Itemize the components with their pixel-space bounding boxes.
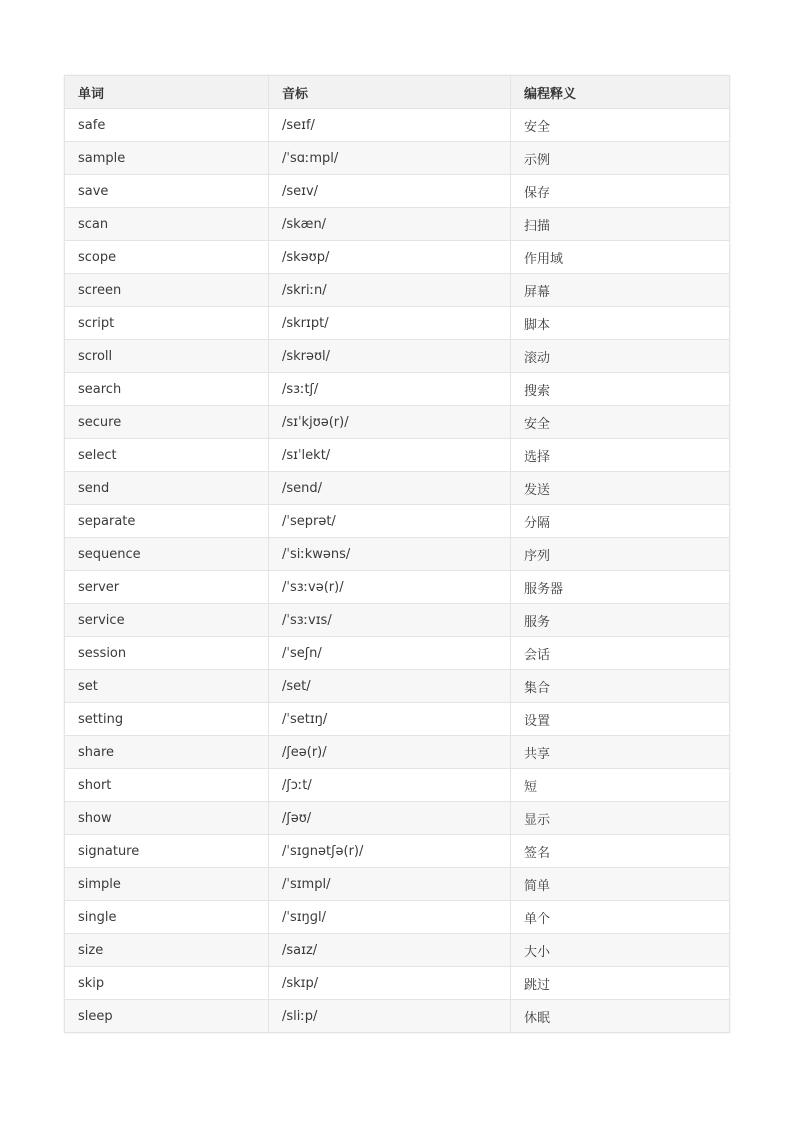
table-row: [65, 1000, 730, 1033]
table-row: [65, 538, 730, 571]
cell-meaning: 分隔: [511, 505, 730, 538]
cell-phonetic: /ˈsɑːmpl/: [269, 142, 511, 175]
table-row: [65, 736, 730, 769]
cell-word: separate: [65, 505, 269, 538]
cell-word: script: [65, 307, 269, 340]
cell-phonetic: /ˈsɪŋɡl/: [269, 901, 511, 934]
cell-word: send: [65, 472, 269, 505]
cell-meaning: 屏幕: [511, 274, 730, 307]
cell-phonetic: /ˈsɜːvɪs/: [269, 604, 511, 637]
cell-phonetic: /sɜːtʃ/: [269, 373, 511, 406]
cell-word: setting: [65, 703, 269, 736]
cell-meaning: 扫描: [511, 208, 730, 241]
cell-meaning: 单个: [511, 901, 730, 934]
cell-meaning: 作用域: [511, 241, 730, 274]
cell-meaning: 搜索: [511, 373, 730, 406]
cell-word: safe: [65, 109, 269, 142]
cell-meaning: 跳过: [511, 967, 730, 1000]
cell-word: size: [65, 934, 269, 967]
cell-phonetic: /skəʊp/: [269, 241, 511, 274]
cell-phonetic: /ˈsɪɡnətʃə(r)/: [269, 835, 511, 868]
cell-meaning: 安全: [511, 406, 730, 439]
cell-word: show: [65, 802, 269, 835]
cell-meaning: 保存: [511, 175, 730, 208]
cell-phonetic: /set/: [269, 670, 511, 703]
cell-phonetic: /ˈsetɪŋ/: [269, 703, 511, 736]
cell-phonetic: /ˈsɜːvə(r)/: [269, 571, 511, 604]
cell-word: sample: [65, 142, 269, 175]
cell-phonetic: /skɪp/: [269, 967, 511, 1000]
table-row: [65, 472, 730, 505]
table-row: [65, 439, 730, 472]
cell-meaning: 共享: [511, 736, 730, 769]
cell-phonetic: /ˈsiːkwəns/: [269, 538, 511, 571]
cell-word: short: [65, 769, 269, 802]
cell-phonetic: /sɪˈkjʊə(r)/: [269, 406, 511, 439]
cell-meaning: 安全: [511, 109, 730, 142]
cell-meaning: 短: [511, 769, 730, 802]
vocabulary-table: [64, 75, 730, 1033]
cell-phonetic: /skrəʊl/: [269, 340, 511, 373]
table-row: [65, 802, 730, 835]
cell-meaning: 会话: [511, 637, 730, 670]
cell-word: skip: [65, 967, 269, 1000]
table-row: [65, 208, 730, 241]
table-row: [65, 406, 730, 439]
cell-phonetic: /saɪz/: [269, 934, 511, 967]
header-word: 单词: [65, 76, 269, 109]
table-row: [65, 274, 730, 307]
table-row: [65, 142, 730, 175]
table-row: [65, 934, 730, 967]
cell-meaning: 休眠: [511, 1000, 730, 1033]
cell-word: share: [65, 736, 269, 769]
cell-phonetic: /skriːn/: [269, 274, 511, 307]
cell-word: signature: [65, 835, 269, 868]
table-row: [65, 769, 730, 802]
cell-phonetic: /ˈsɪmpl/: [269, 868, 511, 901]
cell-word: sequence: [65, 538, 269, 571]
cell-phonetic: /ʃɔːt/: [269, 769, 511, 802]
table-row: [65, 868, 730, 901]
table-row: [65, 670, 730, 703]
cell-phonetic: /skæn/: [269, 208, 511, 241]
cell-meaning: 简单: [511, 868, 730, 901]
table-row: [65, 604, 730, 637]
table-row: [65, 241, 730, 274]
cell-word: scroll: [65, 340, 269, 373]
table-row: [65, 637, 730, 670]
table-row: [65, 505, 730, 538]
cell-word: scan: [65, 208, 269, 241]
cell-word: service: [65, 604, 269, 637]
cell-phonetic: /sliːp/: [269, 1000, 511, 1033]
cell-meaning: 发送: [511, 472, 730, 505]
cell-meaning: 集合: [511, 670, 730, 703]
table-row: [65, 835, 730, 868]
cell-word: save: [65, 175, 269, 208]
cell-phonetic: /ˈseʃn/: [269, 637, 511, 670]
cell-word: single: [65, 901, 269, 934]
table-body: [65, 109, 730, 1033]
table-header-row: [65, 76, 730, 109]
cell-word: screen: [65, 274, 269, 307]
cell-meaning: 序列: [511, 538, 730, 571]
cell-meaning: 服务: [511, 604, 730, 637]
cell-meaning: 大小: [511, 934, 730, 967]
header-meaning: 编程释义: [511, 76, 730, 109]
cell-word: simple: [65, 868, 269, 901]
cell-word: search: [65, 373, 269, 406]
cell-meaning: 示例: [511, 142, 730, 175]
cell-phonetic: /ʃeə(r)/: [269, 736, 511, 769]
table-row: [65, 307, 730, 340]
cell-phonetic: /sɪˈlekt/: [269, 439, 511, 472]
header-phonetic: 音标: [269, 76, 511, 109]
cell-phonetic: /seɪv/: [269, 175, 511, 208]
cell-meaning: 脚本: [511, 307, 730, 340]
table-row: [65, 571, 730, 604]
cell-word: server: [65, 571, 269, 604]
cell-meaning: 签名: [511, 835, 730, 868]
table-row: [65, 703, 730, 736]
cell-word: set: [65, 670, 269, 703]
cell-phonetic: /seɪf/: [269, 109, 511, 142]
cell-meaning: 选择: [511, 439, 730, 472]
cell-word: secure: [65, 406, 269, 439]
table-row: [65, 109, 730, 142]
table-row: [65, 175, 730, 208]
cell-meaning: 显示: [511, 802, 730, 835]
table-row: [65, 967, 730, 1000]
cell-word: select: [65, 439, 269, 472]
table-row: [65, 901, 730, 934]
table-row: [65, 373, 730, 406]
cell-phonetic: /send/: [269, 472, 511, 505]
cell-word: scope: [65, 241, 269, 274]
cell-meaning: 服务器: [511, 571, 730, 604]
cell-word: sleep: [65, 1000, 269, 1033]
cell-meaning: 滚动: [511, 340, 730, 373]
table-row: [65, 340, 730, 373]
cell-phonetic: /skrɪpt/: [269, 307, 511, 340]
cell-phonetic: /ˈseprət/: [269, 505, 511, 538]
cell-meaning: 设置: [511, 703, 730, 736]
cell-phonetic: /ʃəʊ/: [269, 802, 511, 835]
cell-word: session: [65, 637, 269, 670]
